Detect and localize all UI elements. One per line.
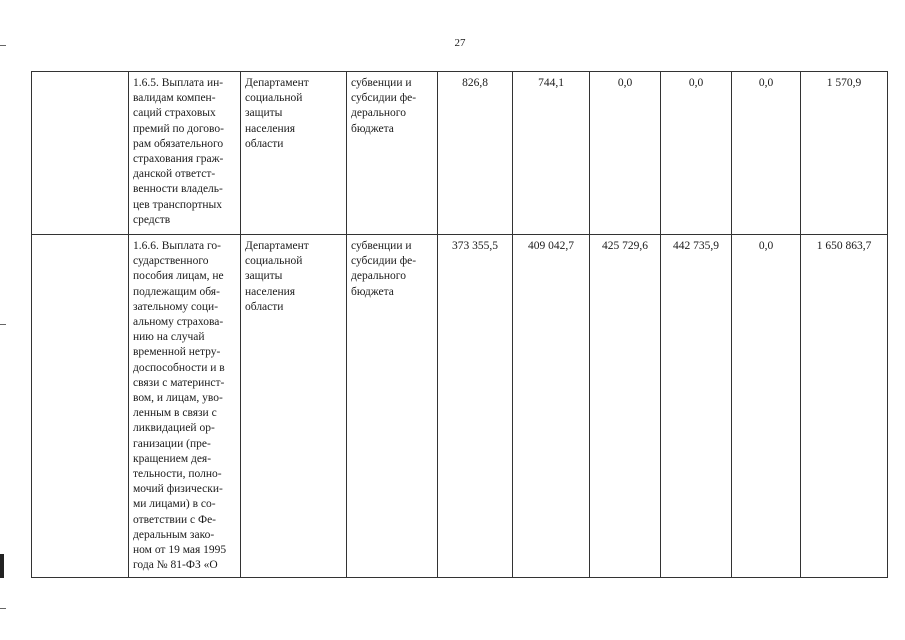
table-body [32, 72, 888, 578]
year-value-cell: 0,0 [590, 72, 661, 235]
measure-name-cell: 1.6.5. Выплата ин- валидам компен- саций страховых премий по догово- рам обязательного страхования граж- данской ответст- венности владель- цев транспортных средств [129, 72, 241, 235]
budget-table [31, 71, 888, 578]
total-value-cell: 1 570,9 [801, 72, 888, 235]
year-value-cell: 425 729,6 [590, 235, 661, 578]
scan-edge-mark [0, 608, 6, 609]
year-value-cell: 409 042,7 [513, 235, 590, 578]
total-value-cell: 1 650 863,7 [801, 235, 888, 578]
row-number-cell [32, 235, 129, 578]
measure-name-cell: 1.6.6. Выплата го- сударственного пособия лицам, не подлежащим обя- зательному соци- альному страхова- нию на случай временной нетру- доспособности и в связи с материнст- вом, и лицам, уво- ленным в связи с ликвидацией ор- ганизации (пре- кращением дея- тельности, полно- мочий физически- ми лицами) в со- ответствии с Фе- деральным зако- ном от 19 мая 1995 года № 81-ФЗ «О [129, 235, 241, 578]
scan-edge-mark [0, 554, 4, 578]
department-cell: Департамент социальной защиты населения области [241, 72, 347, 235]
department-cell: Департамент социальной защиты населения области [241, 235, 347, 578]
funding-source-cell: субвенции и субсидии фе- дерального бюджета [347, 72, 438, 235]
scan-edge-mark [0, 324, 6, 325]
year-value-cell: 0,0 [732, 235, 801, 578]
year-value-cell: 744,1 [513, 72, 590, 235]
row-number-cell [32, 72, 129, 235]
year-value-cell: 442 735,9 [661, 235, 732, 578]
year-value-cell: 0,0 [732, 72, 801, 235]
year-value-cell: 0,0 [661, 72, 732, 235]
page-number: 27 [454, 37, 466, 49]
table-row [32, 235, 888, 578]
scan-edge-mark [0, 45, 6, 46]
year-value-cell: 373 355,5 [438, 235, 513, 578]
table-row [32, 72, 888, 235]
year-value-cell: 826,8 [438, 72, 513, 235]
funding-source-cell: субвенции и субсидии фе- дерального бюджета [347, 235, 438, 578]
